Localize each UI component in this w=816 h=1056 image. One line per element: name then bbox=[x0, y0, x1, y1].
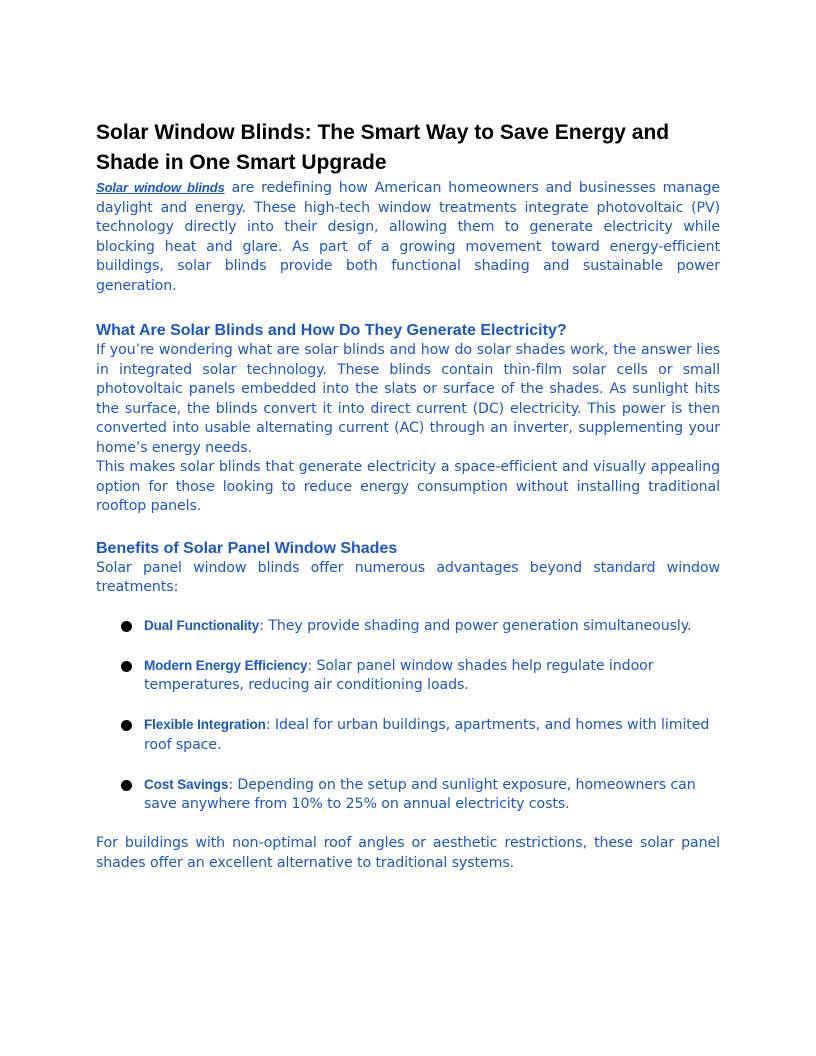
solar-window-blinds-link[interactable]: Solar window blinds bbox=[96, 180, 225, 195]
list-item bbox=[96, 616, 720, 637]
section-heading-benefits: Benefits of Solar Panel Window Shades bbox=[96, 539, 398, 557]
benefit-text: : Solar panel window shades help regulate indoor temperatures, reducing air conditioning loads. bbox=[144, 657, 654, 693]
document-page bbox=[96, 118, 720, 873]
section-heading-what-are-solar-blinds: What Are Solar Blinds and How Do They Generate Electricity? bbox=[96, 322, 567, 339]
closing-paragraph: For buildings with non-optimal roof angles or aesthetic restrictions, these solar panel shades offer an excellent alternative to traditional systems. bbox=[96, 835, 720, 871]
bullet-icon bbox=[121, 780, 132, 791]
list-item bbox=[96, 775, 720, 815]
benefit-term: Dual Functionality bbox=[144, 617, 260, 633]
benefit-text: : They provide shading and power generation simultaneously. bbox=[259, 617, 692, 634]
intro-paragraph bbox=[96, 178, 720, 296]
section1-paragraph-2: This makes solar blinds that generate electricity a space-efficient and visually appealing option for those looking to reduce energy consumption without installing traditional rooftop panels. bbox=[96, 459, 720, 514]
benefit-text: : Depending on the setup and sunlight exposure, homeowners can save anywhere from 10% to 25% on annual electricity costs. bbox=[144, 776, 696, 812]
benefit-term: Cost Savings bbox=[144, 776, 229, 792]
benefit-term: Modern Energy Efficiency bbox=[144, 657, 308, 673]
intro-text: are redefining how American homeowners and businesses manage daylight and energy. These high-tech window treatments integrate photovoltaic (PV) technology directly into their design, allowing them to generate electricity while blocking heat and glare. As part of a growing movement toward energy-efficient buildings, solar blinds provide both functional shading and sustainable power generation. bbox=[96, 180, 720, 294]
article-title: Solar Window Blinds: The Smart Way to Save Energy and Shade in One Smart Upgrade bbox=[96, 121, 670, 174]
benefits-list bbox=[96, 616, 720, 815]
bullet-icon bbox=[121, 661, 132, 672]
benefit-term: Flexible Integration bbox=[144, 717, 266, 732]
bullet-icon bbox=[121, 621, 132, 632]
list-item bbox=[96, 715, 720, 755]
benefits-intro-paragraph: Solar panel window blinds offer numerous advantages beyond standard window treatments: bbox=[96, 559, 720, 595]
bullet-icon bbox=[121, 720, 132, 731]
section1-paragraph-1: If you’re wondering what are solar blinds and how do solar shades work, the answer lies in integrated solar technology. These blinds contain thin-film solar cells or small photovoltaic panels embedded into the slats or surface of the shades. As sunlight hits the surface, the blinds convert it into direct current (DC) electricity. This power is then converted into usable alternating current (AC) through an inverter, supplementing your home’s energy needs. bbox=[96, 342, 720, 456]
list-item bbox=[96, 656, 720, 696]
benefit-text: : Ideal for urban buildings, apartments, and homes with limited roof space. bbox=[144, 717, 710, 753]
